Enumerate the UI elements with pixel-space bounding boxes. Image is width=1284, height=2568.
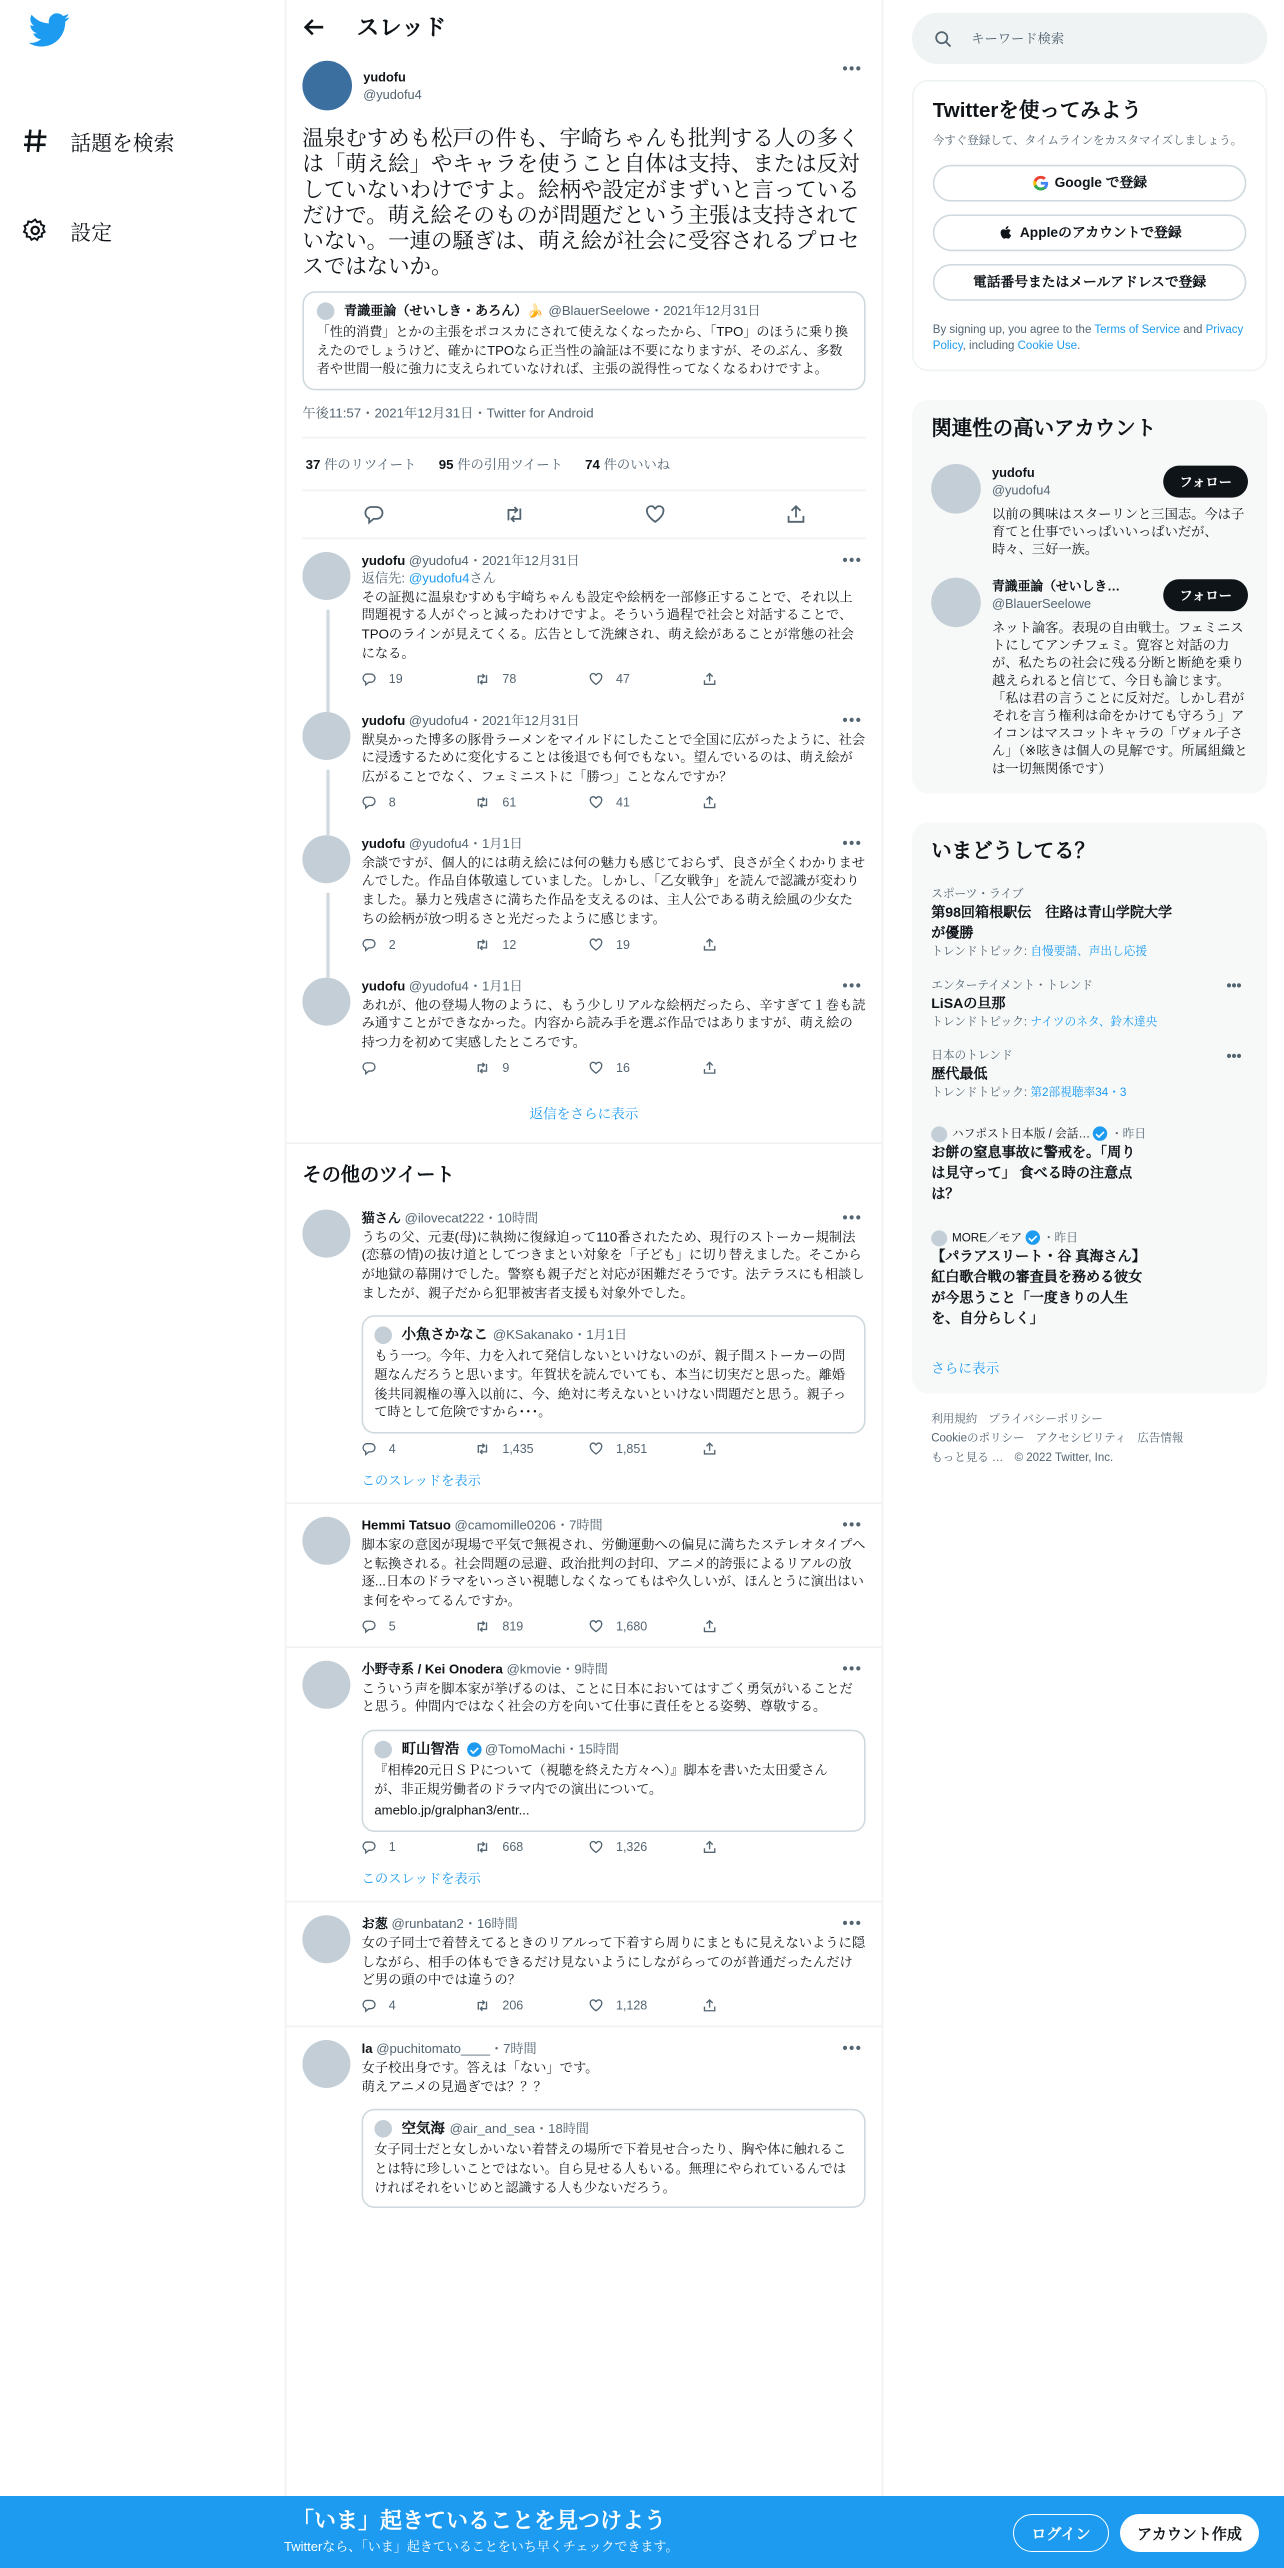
- search-icon: [934, 30, 952, 48]
- like-button[interactable]: 1,326: [589, 1840, 703, 1854]
- retweet-button[interactable]: 12: [475, 937, 589, 951]
- retweet-icon: [475, 1441, 489, 1455]
- avatar: [931, 1126, 947, 1142]
- more-icon[interactable]: •••: [842, 976, 863, 993]
- account-name[interactable]: 青識亜論（せいしき…: [992, 578, 1120, 593]
- thread-column: [285, 0, 883, 2568]
- quoted-tweet[interactable]: 空気海 @air_and_sea ・ 18時間 女子同士だと女しかいない着替えの場所で下着見せ合ったり、胸や体に触れることは特に珍しいことではない。自ら見せる人もいる。無理にやられているんではければそれをいじめと認識する人も少ないだろう。: [362, 2109, 866, 2208]
- trend-item[interactable]: [931, 1047, 1248, 1100]
- reply-button[interactable]: 8: [362, 795, 476, 809]
- tweet-text: その証拠に温泉むすめも宇崎ちゃんも設定や絵柄を一部修正することで、それ以上問題視する人がぐっと減ったわけですよ。そういう過程で社会と対話することで、TPOのラインが見えてくる。広告として洗練され、萌え絵があることが常態の社会になる。: [361, 588, 854, 661]
- footer-link[interactable]: もっと見る …: [931, 1448, 1004, 1464]
- section-title: その他のツイート: [302, 1162, 455, 1185]
- more-icon[interactable]: •••: [842, 1660, 863, 1677]
- reply-icon: [362, 1619, 376, 1633]
- retweet-button[interactable]: 61: [475, 795, 589, 809]
- share-button[interactable]: [702, 1840, 816, 1854]
- trends-title: いまどうしてる？: [931, 837, 1095, 862]
- reply-icon: [362, 1060, 376, 1074]
- news-source: ハフポスト日本版 / 会話…: [952, 1125, 1091, 1140]
- retweet-button[interactable]: 1,435: [475, 1441, 589, 1455]
- trend-item[interactable]: [931, 886, 1248, 960]
- follow-button[interactable]: フォロー: [1164, 578, 1248, 610]
- footer-link[interactable]: 利用規約: [931, 1410, 978, 1425]
- nav-settings[interactable]: [22, 202, 112, 260]
- avatar: [931, 1230, 947, 1246]
- reply-icon: [362, 795, 376, 809]
- quoted-tweet[interactable]: 小魚さかなこ @KSakanako ・ 1月1日 もう一つ。今年、力を入れて発信しないといけないのが、親子間ストーカーの問題なんだろうと思います。年賀状を読んでいても、本当に切実だと思った。離婚後共同親権の導入以前に、今、絶対に考えないといけない問題だと思う。親子って時として危険ですから･･･。: [362, 1316, 866, 1433]
- bottom-bar-title: 「いま」起きていることを見つけよう: [292, 2508, 667, 2533]
- account-item[interactable]: [931, 463, 1248, 557]
- quote-author-handle: @TomoMachi: [484, 1742, 566, 1757]
- copyright: © 2022 Twitter, Inc.: [1014, 1448, 1114, 1464]
- retweets-stat[interactable]: 37 件のリツイート: [305, 455, 417, 472]
- more-icon[interactable]: •••: [842, 834, 863, 851]
- tweet-text: 脚本家の意図が現場で平気で無視され、労働運動への偏見に満ちたステレオタイプへと転換される。社会問題の忌避、政治批判の封印、アニメ的誇張によるリアルの放逐...日本のドラマをいっさい視聴しなくなってもはや久しいが、ほんとうに演出はいま何をやってるんですか。: [361, 1535, 866, 1608]
- reply-button[interactable]: [362, 1060, 476, 1074]
- share-icon: [702, 1998, 716, 2012]
- like-icon: [589, 795, 603, 809]
- avatar[interactable]: [302, 1660, 350, 1708]
- tweet[interactable]: Hemmi Tatsuo @camomille0206・7時間 ••• 脚本家の意図が現場で平気で無視され、労働運動への偏見に満ちたステレオタイプへと転換される。社会問題の忌避、政治批判の封印、アニメ的誇張によるリアルの放逐...日本のドラマをいっさい視聴しなくなってもはや久しいが、ほんとうに演出はいま何をやってるんですか。 5 819 1,680: [286, 1504, 881, 1648]
- author-name[interactable]: 猫さん: [361, 1210, 401, 1225]
- reply-tweet[interactable]: yudofu @yudofu4・2021年12月31日 ••• 返信先: @yudofu4さん その証拠に温泉むすめも宇崎ちゃんも設定や絵柄を一部修正することで、それ以上問題視する人がぐっと減ったわけですよ。そういう過程で社会と対話することで、TPOのラインが見えてくる。広告として洗練され、萌え絵があることが常態の社会になる。 19 78 47: [286, 539, 881, 699]
- footer-link[interactable]: アクセシビリティ: [1035, 1429, 1127, 1444]
- tweet-date[interactable]: 7時間: [503, 2041, 537, 2056]
- reply-icon: [362, 1441, 376, 1455]
- tweet[interactable]: お葱 @runbatan2・16時間 ••• 女の子同士で着替えてるときのリアルって下着すら周りにまともに見えないように隠しながら、相手の体もできるだけ見ないようにしながらってのが普通だったんだけど男の頭の中では違うの？ 4 206 1,128: [286, 1902, 881, 2027]
- apple-signup-button[interactable]: Appleのアカウントで登録: [933, 214, 1247, 251]
- avatar[interactable]: [302, 711, 350, 759]
- tweet-actions: [362, 671, 866, 685]
- tweet-date[interactable]: 16時間: [476, 1916, 518, 1931]
- author-name[interactable]: Hemmi Tatsuo: [361, 1518, 451, 1533]
- reply-button[interactable]: 2: [362, 937, 476, 951]
- quote-text: 『相棒20元日ＳＰについて（視聴を終えた方々へ）』脚本を書いた太田愛さんが、非正規労働者のドラマ内での演出について。: [374, 1763, 828, 1797]
- share-icon: [702, 1060, 716, 1074]
- tweet-date[interactable]: 10時間: [497, 1210, 539, 1225]
- reply-icon: [362, 1840, 376, 1854]
- account-handle[interactable]: @yudofu4: [992, 482, 1051, 497]
- account-item[interactable]: [931, 577, 1248, 777]
- tweet-date[interactable]: 2021年12月31日: [481, 553, 580, 568]
- login-button[interactable]: ログイン: [1013, 2514, 1109, 2552]
- avatar[interactable]: [302, 1517, 350, 1565]
- share-button[interactable]: [702, 1441, 816, 1455]
- more-icon[interactable]: •••: [842, 60, 863, 77]
- retweet-button[interactable]: 668: [475, 1840, 589, 1854]
- trends-card: [912, 822, 1267, 1393]
- author-handle[interactable]: @yudofu4: [408, 978, 469, 993]
- tweet-actions: [362, 1998, 866, 2012]
- author-handle[interactable]: @kmovie: [506, 1661, 562, 1677]
- tweet-stats: [302, 438, 865, 491]
- reply-to-link[interactable]: @yudofu4: [408, 569, 470, 586]
- tweet[interactable]: 小野寺系 / Kei Onodera @kmovie・9時間 ••• こういう声を脚本家が挙げるのは、ことに日本においてはすごく勇気がいることだと思う。仲間内ではなく社会の方を向いて仕事に責任をとる姿勢、尊敬する。 町山智浩 @TomoMachi ・ 15時間 『相棒20元日ＳＰについて（視聴を終えた方々へ）』脚本を書いた太田愛さんが、非正規労働者のドラマ内での演出について。 ameblo.jp/gralphan3/entr... 1 668 1,326 このスレッドを表示: [286, 1647, 881, 1902]
- reply-icon[interactable]: [362, 504, 383, 525]
- quote-author-handle: @air_and_sea: [449, 2122, 536, 2137]
- author-handle[interactable]: @yudofu4: [408, 553, 469, 568]
- retweet-icon: [475, 1619, 489, 1633]
- verified-badge-icon: [1093, 1126, 1107, 1140]
- reply-button[interactable]: 1: [362, 1840, 476, 1854]
- relevant-accounts-card: [912, 399, 1267, 793]
- right-sidebar: [912, 0, 1267, 1466]
- avatar: [374, 1327, 392, 1345]
- retweet-icon: [475, 937, 489, 951]
- avatar[interactable]: [931, 463, 981, 513]
- quote-link[interactable]: ameblo.jp/gralphan3/entr...: [374, 1803, 530, 1818]
- tweet-actions: [362, 1441, 866, 1455]
- apple-icon: [997, 223, 1015, 241]
- author-handle[interactable]: @yudofu4: [408, 836, 469, 851]
- share-icon: [702, 1441, 716, 1455]
- trend-item[interactable]: [931, 977, 1248, 1030]
- like-icon: [589, 937, 603, 951]
- footer-link[interactable]: 広告情報: [1137, 1429, 1184, 1444]
- reply-icon: [362, 1998, 376, 2012]
- trend-topics: トレンドトピック: ナイツのネタ、鈴木達央: [931, 1013, 1158, 1028]
- bottom-signup-bar: [0, 2496, 1284, 2568]
- retweet-button[interactable]: 78: [475, 671, 589, 685]
- retweet-button[interactable]: 9: [475, 1060, 589, 1074]
- more-icon[interactable]: •••: [1226, 976, 1242, 993]
- back-arrow-icon[interactable]: [302, 16, 324, 38]
- quote-author-name: 小魚さかなこ: [401, 1327, 489, 1344]
- nav-explore-label: 話題を検索: [70, 130, 175, 155]
- quote-date: 1月1日: [586, 1328, 628, 1344]
- tweet-actions: [302, 491, 865, 539]
- reply-button[interactable]: 4: [362, 1998, 476, 2012]
- more-icon[interactable]: •••: [1226, 1047, 1242, 1064]
- tweet-text: 温泉むすめも松戸の件も、宇崎ちゃんも批判する人の多くは「萌え絵」やキャラを使うこと自体は支持、または反対していないわけですよ。絵柄や設定がまずいと言っているだけで。萌え絵そのものが問題だという主張は支持されていない。一連の騒ぎは、萌え絵が社会に受容されるプロセスではないか。: [302, 126, 860, 279]
- trend-name: LiSAの旦那: [931, 994, 1006, 1011]
- footer-link[interactable]: プライバシーポリシー: [988, 1410, 1103, 1425]
- reply-button[interactable]: 5: [362, 1619, 476, 1633]
- share-icon: [702, 795, 716, 809]
- quote-author-name: 町山智浩: [401, 1740, 460, 1757]
- retweet-button[interactable]: 819: [475, 1619, 589, 1633]
- author-handle[interactable]: @yudofu4: [408, 712, 469, 728]
- author-handle[interactable]: @puchitomato____: [376, 2041, 491, 2056]
- phone-email-signup-button[interactable]: 電話番号またはメールアドレスで登録: [933, 263, 1247, 300]
- retweet-icon: [475, 671, 489, 685]
- google-icon: [1032, 174, 1050, 192]
- share-button[interactable]: [702, 1998, 816, 2012]
- nav-explore[interactable]: [22, 112, 174, 170]
- signup-card: [912, 80, 1267, 370]
- reply-tweet[interactable]: yudofu @yudofu4・1月1日 ••• あれが、他の登場人物のように、もう少しリアルな絵柄だったら、辛すぎて１巻も読み通すことができなかった。内容から読み手を選ぶ作品ではありますが、萌え絵の持つ力を初めて実感したところです。 9 16: [286, 964, 881, 1087]
- like-button[interactable]: 41: [589, 795, 703, 809]
- avatar: [374, 2121, 392, 2139]
- tweet-date[interactable]: 7時間: [569, 1518, 603, 1533]
- tweet-text: 女子校出身です。答えは「ない」です。 萌えアニメの見過ぎでは？？？: [361, 2059, 599, 2094]
- news-item[interactable]: MORE／モア ・ 昨日 【パラアスリート・谷 真海さん】紅白歌合戦の審査員を務める彼女が今思うこと「一度きりの人生を、自分らしく」: [931, 1230, 1248, 1329]
- more-icon[interactable]: •••: [842, 711, 863, 728]
- reply-to: 返信先: @yudofu4さん: [361, 569, 497, 586]
- verified-badge-icon: [1025, 1230, 1039, 1244]
- quote-text: 「性的消費」とかの主張をポコスカにされて使えなくなったから、「TPO」のほうに乗り換えたのでしょうけど、確かにTPOなら正当性の論証は不要になりますが、そのぶん、多数者や世間一般に強力に支えられていなければ、主張の説得性ってなくなるわけですよ。: [316, 324, 849, 377]
- quote-author-handle: @KSakanako: [492, 1328, 574, 1344]
- tweet-meta[interactable]: 午後11:57・2021年12月31日・Twitter for Android: [302, 403, 865, 438]
- like-icon: [589, 1998, 603, 2012]
- trend-name: 第98回箱根駅伝 往路は青山学院大学が優勝: [931, 903, 1173, 940]
- avatar[interactable]: [302, 2040, 350, 2088]
- nav-settings-label: 設定: [70, 220, 113, 244]
- avatar[interactable]: [931, 577, 981, 627]
- retweet-icon: [475, 1840, 489, 1854]
- trend-category: エンターテイメント・トレンド: [931, 976, 1093, 992]
- quote-author-handle: @BlauerSeelowe: [548, 304, 650, 319]
- tweet[interactable]: 猫さん @ilovecat222・10時間 ••• うちの父、元妻(母)に執拗に復縁迫って110番されたため、現行のストーカー規制法(恋慕の情)の抜け道としてつきまとい対象を「子ども」に切り替えました。そこからが地獄の幕開けでした。警察も親子だと対応が困難だそうです。法テラスにも相談しましたが、親子だから犯罪被害者支援も対象外でした。 小魚さかなこ @KSakanako ・ 1月1日 もう一つ。今年、力を入れて発信しないといけないのが、親子間ストーカーの問題なんだろうと思います。年賀状を読んでいても、本当に切実だと思った。離婚後共同親権の導入以前に、今、絶対に考えないといけない問題だと思う。親子って時として危険ですから･･･。 4 1,435 1,851 このスレッドを表示: [286, 1196, 881, 1504]
- avatar: [317, 302, 335, 320]
- tweet-date[interactable]: 2021年12月31日: [481, 712, 580, 728]
- avatar: [374, 1741, 392, 1759]
- thread-header: [286, 0, 881, 54]
- signup-button[interactable]: アカウント作成: [1120, 2514, 1259, 2552]
- quote-author-name: 空気海: [401, 2120, 445, 2137]
- tweet-text: 獣臭かった博多の豚骨ラーメンをマイルドにしたことで全国に広がったように、社会に浸透するために変化することは後退でも何でもない。望んでいるのは、萌え絵が広がることでなく、フェミニストに「勝つ」ことなんですか？: [361, 730, 866, 784]
- like-button[interactable]: 1,128: [589, 1998, 703, 2012]
- likes-stat[interactable]: 74 件のいいね: [585, 455, 671, 472]
- twitter-logo-icon[interactable]: [29, 13, 71, 48]
- more-icon[interactable]: •••: [842, 1209, 863, 1225]
- tweet-actions: [362, 937, 866, 951]
- signup-title: Twitterを使ってみよう: [932, 97, 1142, 122]
- show-more-replies-link[interactable]: 返信をさらに表示: [286, 1087, 881, 1143]
- signup-subtitle: 今すぐ登録して、タイムラインをカスタマイズしましょう。: [932, 132, 1243, 148]
- trend-topics: トレンドトピック: 自慢要請、声出し応援: [931, 943, 1148, 958]
- replies-list: [286, 539, 881, 1144]
- quote-date: 2021年12月31日: [663, 304, 761, 319]
- cookie-link[interactable]: Cookie Use: [1017, 336, 1078, 352]
- verified-badge-icon: [467, 1742, 481, 1756]
- search-input[interactable]: [912, 13, 1267, 64]
- tweet-text: こういう声を脚本家が挙げるのは、ことに日本においてはすごく勇気がいることだと思う。仲間内ではなく社会の方を向いて仕事に責任をとる姿勢、尊敬する。: [361, 1679, 853, 1715]
- avatar[interactable]: [302, 977, 350, 1025]
- like-button[interactable]: 1,851: [589, 1441, 703, 1455]
- relevant-accounts-title: 関連性の高いアカウント: [931, 415, 1157, 440]
- like-button[interactable]: 19: [589, 937, 703, 951]
- news-time: 昨日: [1054, 1229, 1078, 1244]
- retweet-button[interactable]: 206: [475, 1998, 589, 2012]
- more-icon[interactable]: •••: [842, 2039, 863, 2056]
- tweet-actions: [362, 1840, 866, 1854]
- quoted-tweet[interactable]: 青識亜論（せいしき・あろん）🍌 @BlauerSeelowe ・ 2021年12月31日 「性的消費」とかの主張をポコスカにされて使えなくなったから、「TPO」のほうに乗り換えたのでしょうけど、確かにTPOなら正当性の論証は不要になりますが、そのぶん、多数者や世間一般に強力に支えられていなければ、主張の説得性ってなくなるわけですよ。: [302, 291, 865, 390]
- tweet[interactable]: la @puchitomato____・7時間 ••• 女子校出身です。答えは「ない」です。 萌えアニメの見過ぎでは？？？ 空気海 @air_and_sea ・ 18時間 女子同士だと女しかいない着替えの場所で下着見せ合ったり、胸や体に触れることは特に珍しいことではない。自ら見せる人もいる。無理にやられているんではければそれをいじめと認識する人も少ないだろう。: [286, 2027, 881, 2221]
- page-title: スレッド: [356, 14, 447, 40]
- footer-link[interactable]: Cookieのポリシー: [931, 1429, 1025, 1444]
- trend-category: 日本のトレンド: [931, 1047, 1013, 1062]
- more-icon[interactable]: •••: [842, 1516, 863, 1533]
- author-name[interactable]: yudofu: [361, 712, 406, 728]
- like-button[interactable]: 47: [589, 671, 703, 685]
- author-name[interactable]: お葱: [361, 1916, 388, 1931]
- signup-terms: By signing up, you agree to the Terms of Service and Privacy Policy, including Cookie Use.: [932, 320, 1244, 352]
- avatar[interactable]: [302, 1915, 350, 1963]
- author-name[interactable]: la: [361, 2041, 373, 2056]
- left-nav: [0, 0, 285, 2568]
- tweet-text: あれが、他の登場人物のように、もう少しリアルな絵柄だったら、辛すぎて１巻も読み通すことができなかった。内容から読み手を選ぶ作品ではありますが、萌え絵の持つ力を初めて実感したところです。: [361, 996, 866, 1050]
- account-name[interactable]: yudofu: [992, 464, 1035, 480]
- author-handle[interactable]: @yudofu4: [363, 87, 422, 102]
- share-icon: [702, 1840, 716, 1854]
- show-thread-link[interactable]: このスレッドを表示: [361, 1471, 481, 1488]
- like-icon: [589, 1619, 603, 1633]
- quote-author-name: 青識亜論（せいしき・あろん）🍌: [344, 304, 544, 319]
- share-icon: [702, 671, 716, 685]
- reply-button[interactable]: 4: [362, 1441, 476, 1455]
- author-name[interactable]: yudofu: [361, 553, 406, 568]
- show-more-trends-link[interactable]: さらに表示: [931, 1359, 1000, 1376]
- author-handle[interactable]: @ilovecat222: [404, 1210, 485, 1225]
- retweet-icon[interactable]: [503, 504, 524, 525]
- more-icon[interactable]: •••: [842, 1914, 863, 1931]
- google-signup-button[interactable]: Google で登録: [933, 164, 1247, 201]
- hashtag-icon: [22, 128, 48, 154]
- share-button[interactable]: [702, 1619, 816, 1633]
- author-name[interactable]: yudofu: [361, 836, 406, 851]
- like-button[interactable]: 16: [589, 1060, 703, 1074]
- avatar[interactable]: [302, 552, 350, 600]
- footer: [912, 1393, 1267, 1467]
- trend-name: 歴代最低: [931, 1064, 988, 1081]
- more-icon[interactable]: •••: [842, 551, 863, 568]
- terms-link[interactable]: Terms of Service: [1094, 320, 1180, 336]
- share-button[interactable]: [702, 937, 816, 951]
- share-icon: [702, 937, 716, 951]
- retweet-icon: [475, 795, 489, 809]
- quoted-tweet[interactable]: 町山智浩 @TomoMachi ・ 15時間 『相棒20元日ＳＰについて（視聴を終えた方々へ）』脚本を書いた太田愛さんが、非正規労働者のドラマ内での演出について。 ameblo.jp/gralphan3/entr...: [362, 1730, 866, 1832]
- avatar[interactable]: [302, 1209, 350, 1257]
- news-source: MORE／モア: [952, 1229, 1023, 1244]
- tweet-text: 女の子同士で着替えてるときのリアルって下着すら周りにまともに見えないように隠しながら、相手の体もできるだけ見ないようにしながらってのが普通だったんだけど男の頭の中では違うの？: [361, 1934, 866, 1988]
- author-name[interactable]: 小野寺系 / Kei Onodera: [361, 1661, 503, 1677]
- like-icon: [589, 1840, 603, 1854]
- quote-text: もう一つ。今年、力を入れて発信しないといけないのが、親子間ストーカーの問題なんだろうと思います。年賀状を読んでいても、本当に切実だと思った。離婚後共同親権の導入以前に、今、絶対に考えないといけない問題だと思う。親子って時として危険ですから･･･。: [374, 1349, 847, 1420]
- like-icon[interactable]: [644, 504, 665, 525]
- news-time: 昨日: [1122, 1125, 1146, 1140]
- account-bio: 以前の興味はスターリンと三国志。今は子育てと仕事でいっぱいいっぱいだが、時々、三好一族。: [992, 504, 1245, 556]
- bottom-bar-subtitle: Twitterなら、「いま」起きていることをいち早くチェックできます。: [284, 2539, 679, 2554]
- author-name[interactable]: yudofu: [363, 69, 406, 84]
- tweet-date[interactable]: 1月1日: [481, 978, 523, 993]
- reply-icon: [362, 671, 376, 685]
- thread-line: [326, 609, 329, 711]
- share-icon: [702, 1619, 716, 1633]
- like-icon: [589, 1441, 603, 1455]
- show-thread-link[interactable]: このスレッドを表示: [361, 1870, 481, 1887]
- quote-date: 15時間: [578, 1742, 619, 1757]
- reply-icon: [362, 937, 376, 951]
- share-icon[interactable]: [785, 504, 806, 525]
- share-button[interactable]: [702, 795, 816, 809]
- author-name[interactable]: yudofu: [361, 978, 406, 993]
- tweet-text: うちの父、元妻(母)に執拗に復縁迫って110番されたため、現行のストーカー規制法(恋慕の情)の抜け道としてつきまとい対象を「子ども」に切り替えました。そこからが地獄の幕開けでした。警察も親子だと対応が困難だそうです。法テラスにも相談しましたが、親子だから犯罪被害者支援も対象外でした。: [361, 1228, 865, 1301]
- trend-category: スポーツ・ライブ: [931, 885, 1024, 900]
- main-tweet: [286, 54, 881, 538]
- quotes-stat[interactable]: 95 件の引用ツイート: [438, 455, 563, 472]
- tweet-date[interactable]: 9時間: [574, 1661, 608, 1677]
- like-icon: [589, 1060, 603, 1074]
- like-icon: [589, 671, 603, 685]
- retweet-icon: [475, 1060, 489, 1074]
- gear-icon: [22, 218, 48, 244]
- tweet-text: 余談ですが、個人的には萌え絵には何の魅力も感じておらず、良さが全くわかりませんでした。作品自体敬遠していました。しかし、「乙女戦争」を読んで認識が変わりました。暴力と残虐さに満ちた作品を支えるのは、主人公である萌え絵風の少女たちの絵柄が放つ明るさと光だったように感じます。: [361, 853, 865, 927]
- trend-topics: トレンドトピック: 第2部視聴率34・3: [931, 1084, 1127, 1099]
- reply-tweet[interactable]: yudofu @yudofu4・1月1日 ••• 余談ですが、個人的には萌え絵には何の魅力も感じておらず、良さが全くわかりませんでした。作品自体敬遠していました。しかし、「乙女戦争」を読んで認識が変わりました。暴力と残虐さに満ちた作品を支えるのは、主人公である萌え絵風の少女たちの絵柄が放つ明るさと光だったように感じます。 2 12 19: [286, 822, 881, 964]
- privacy-link[interactable]: Privacy Policy: [932, 320, 1244, 352]
- account-handle[interactable]: @BlauerSeelowe: [992, 596, 1092, 611]
- avatar[interactable]: [302, 835, 350, 883]
- follow-button[interactable]: フォロー: [1164, 465, 1248, 497]
- share-button[interactable]: [702, 671, 816, 685]
- retweet-icon: [475, 1998, 489, 2012]
- quote-text: 女子同士だと女しかいない着替えの場所で下着見せ合ったり、胸や体に触れることは特に珍しいことではない。自ら見せる人もいる。無理にやられているんではければそれをいじめと認識する人も少ないだろう。: [374, 2142, 847, 2195]
- tweet-actions: [362, 795, 866, 809]
- quote-date: 18時間: [548, 2122, 589, 2137]
- like-button[interactable]: 1,680: [589, 1619, 703, 1633]
- author-handle[interactable]: @runbatan2: [391, 1916, 464, 1931]
- tweet-actions: [362, 1060, 866, 1074]
- news-title: 【パラアスリート・谷 真海さん】紅白歌合戦の審査員を務める彼女が今思うこと「一度きりの人生を、自分らしく」: [931, 1247, 1146, 1326]
- search-placeholder: キーワード検索: [971, 30, 1065, 47]
- reply-tweet[interactable]: yudofu @yudofu4・2021年12月31日 ••• 獣臭かった博多の豚骨ラーメンをマイルドにしたことで全国に広がったように、社会に浸透するために変化することは後退でも何でもない。望んでいるのは、萌え絵が広がることでなく、フェミニストに「勝つ」ことなんですか？ 8 61 41: [286, 699, 881, 822]
- tweet-actions: [362, 1619, 866, 1633]
- news-title: お餅の窒息事故に警戒を。「周りは見守って」 食べる時の注意点は？: [931, 1143, 1136, 1201]
- news-item[interactable]: ハフポスト日本版 / 会話… ・ 昨日 お餅の窒息事故に警戒を。「周りは見守って」 食べる時の注意点は？: [931, 1126, 1248, 1204]
- reply-button[interactable]: 19: [362, 671, 476, 685]
- avatar[interactable]: [302, 61, 352, 111]
- tweet-date[interactable]: 1月1日: [481, 836, 523, 851]
- share-button[interactable]: [702, 1060, 816, 1074]
- author-handle[interactable]: @camomille0206: [454, 1518, 556, 1533]
- account-bio: ネット論客。表現の自由戦士。フェミニストにしてアンチフェミ。寛容と対話の力が、私たちの社会に残る分断と断絶を乗り越えられると信じて、今日も論じます。「私は君の言うことに反対だ。しかし君がそれを言う権利は命をかけても守ろう」アイコンはマスコットキャラの「ヴォル子さん」（※呟きは個人の見解です。所属組織とは一切無関係です）: [992, 618, 1248, 776]
